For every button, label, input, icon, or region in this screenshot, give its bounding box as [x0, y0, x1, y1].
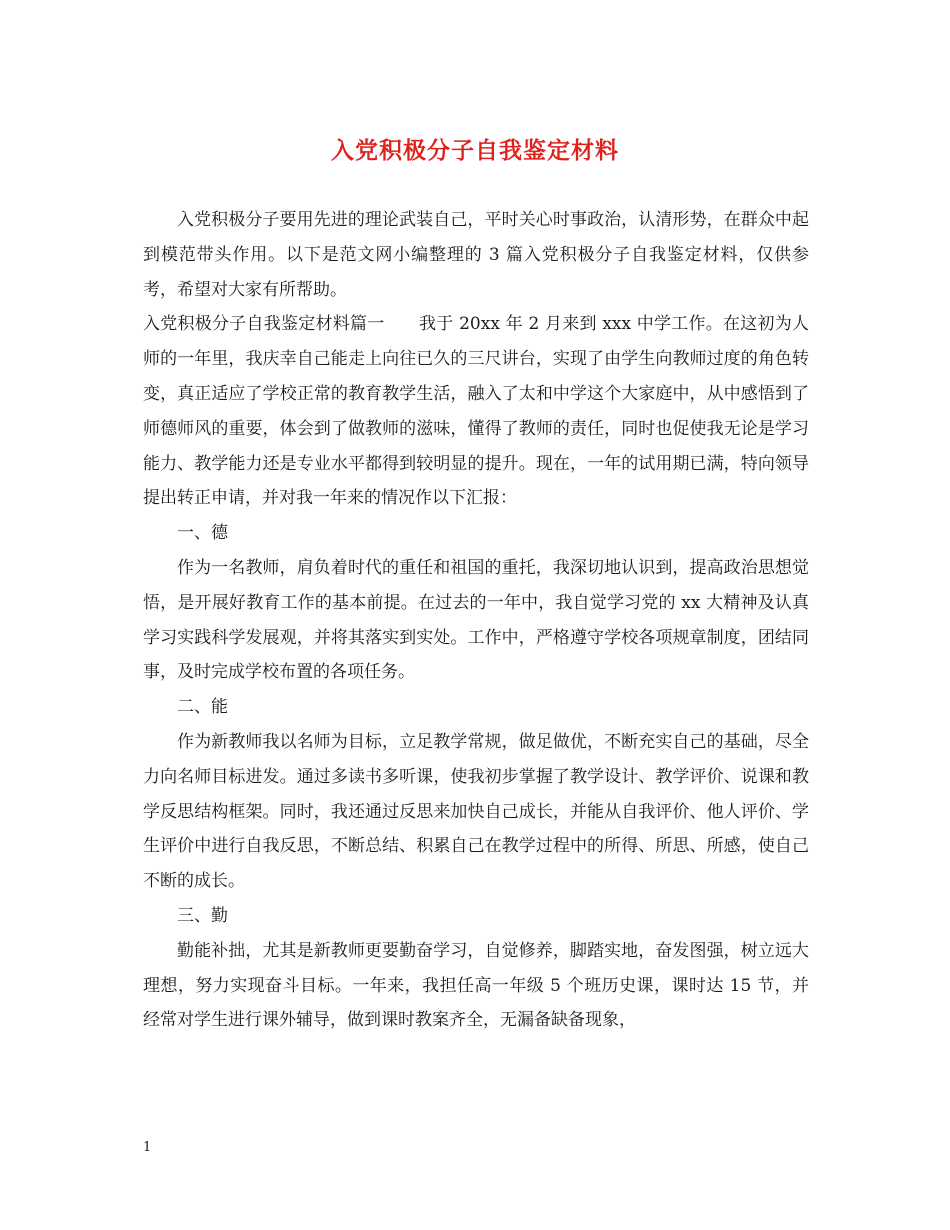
document-title: 入党积极分子自我鉴定材料	[331, 137, 619, 164]
section-one-opening-paragraph: 入党积极分子自我鉴定材料篇一 我于 20xx 年 2 月来到 xxx 中学工作。在这初为人师的一年里，我庆幸自己能走上向往已久的三尺讲台，实现了由学生向教师过度的角色转变，真正适应了学校正常的教育教学生活，融入了太和中学这个大家庭中，从中感悟到了师德师风的重要，体会到了做教师的滋味，懂得了教师的责任，同时也促使我无论是学习能力、教学能力还是专业水平都得到较明显的提升。现在，一年的试用期已满，特向领导提出转正申请，并对我一年来的情况作以下汇报：	[143, 314, 809, 509]
diligence-paragraph: 勤能补拙，尤其是新教师更要勤奋学习，自觉修养，脚踏实地，奋发图强，树立远大理想，努力实现奋斗目标。一年来，我担任高一年级 5 个班历史课，课时达 15 节，并经常对学生进行课外辅导，做到课时教案齐全，无漏备缺备现象，	[143, 940, 809, 1031]
intro-paragraph: 入党积极分子要用先进的理论武装自己，平时关心时事政治，认清形势，在群众中起到模范带头作用。以下是范文网小编整理的 3 篇入党积极分子自我鉴定材料，仅供参考，希望对大家有所帮助。	[143, 210, 809, 300]
virtue-paragraph: 作为一名教师，肩负着时代的重任和祖国的重托，我深切地认识到，提高政治思想觉悟，是开展好教育工作的基本前提。在过去的一年中，我自觉学习党的 xx 大精神及认真学习实践科学发展观，并将其落实到实处。工作中，严格遵守学校各项规章制度，团结同事，及时完成学校布置的各项任务。	[143, 557, 809, 683]
heading-diligence: 三、勤	[177, 905, 228, 926]
page-number: 1	[143, 1140, 152, 1155]
ability-paragraph: 作为新教师我以名师为目标，立足教学常规，做足做优，不断充实自己的基础，尽全力向名师目标进发。通过多读书多听课，使我初步掌握了教学设计、教学评价、说课和教学反思结构框架。同时，我还通过反思来加快自己成长，并能从自我评价、他人评价、学生评价中进行自我反思，不断总结、积累自己在教学过程中的所得、所思、所感，使自己不断的成长。	[143, 731, 809, 892]
heading-ability: 二、能	[177, 697, 228, 718]
heading-virtue: 一、德	[177, 523, 228, 544]
document-body	[143, 203, 809, 1038]
